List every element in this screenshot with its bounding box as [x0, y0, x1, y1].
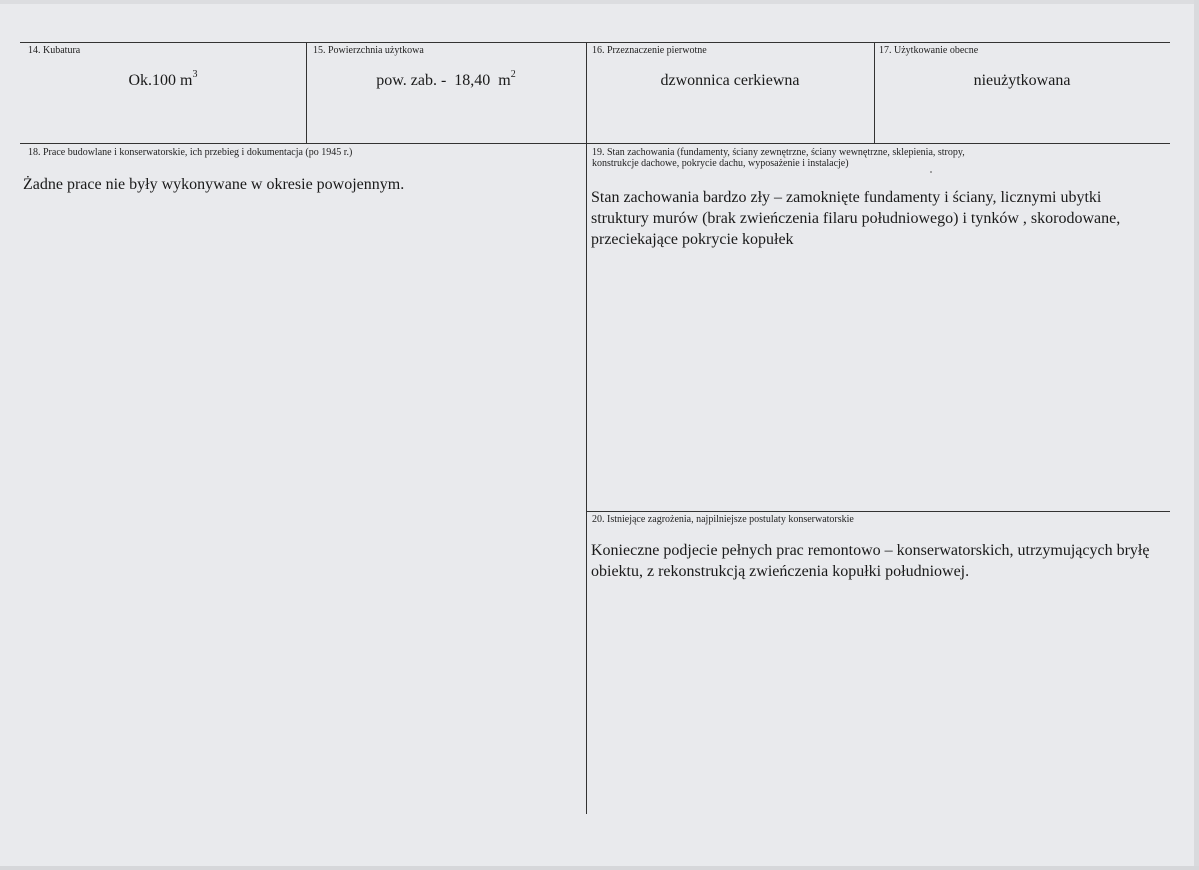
- scan-edge-bottom: [0, 866, 1199, 870]
- field-19-label-line-1: 19. Stan zachowania (fundamenty, ściany zewnętrzne, ściany wewnętrzne, sklepienia, stropy,: [592, 147, 965, 158]
- scan-edge-top: [0, 0, 1199, 4]
- field-20-value: Konieczne podjecie pełnych prac remontowo – konserwatorskich, utrzymujących bryłę obiektu, z rekonstrukcją zwieńczenia kopułki południowej.: [591, 542, 1150, 580]
- field-16-value: dzwonnica cerkiewna: [660, 72, 800, 89]
- field-15-label: 15. Powierzchnia użytkowa: [313, 45, 424, 56]
- scan-speck: [930, 171, 932, 173]
- col-divider-14-15: [306, 42, 307, 143]
- field-15-value-main: pow. zab. - 18,40 m: [376, 72, 511, 89]
- field-17-value: nieużytkowana: [973, 72, 1071, 89]
- field-20-label: 20. Istniejące zagrożenia, najpilniejsze postulaty konserwatorskie: [592, 514, 854, 525]
- field-14-value: [20, 68, 306, 90]
- field-19-value: Stan zachowania bardzo zły – zamoknięte fundamenty i ściany, licznymi ubytki struktury murów (brak zwieńczenia filaru południowego) i tynków , skorodowane, przeciekające pokrycie kopułek: [591, 189, 1121, 248]
- field-19-label-line-2: konstrukcje dachowe, pokrycie dachu, wyposażenie i instalacje): [592, 158, 849, 169]
- scan-edge-right: [1194, 0, 1199, 870]
- field-15-value-sup: 2: [510, 68, 516, 80]
- col-divider-16-17: [874, 42, 875, 143]
- field-15-value: [306, 68, 586, 90]
- row-divider-1: [20, 143, 1170, 144]
- field-14-label: 14. Kubatura: [28, 45, 81, 56]
- field-17-label: 17. Użytkowanie obecne: [879, 45, 979, 56]
- field-18-label: 18. Prace budowlane i konserwatorskie, ich przebieg i dokumentacja (po 1945 r.): [28, 147, 353, 158]
- field-18-value: Żadne prace nie były wykonywane w okresie powojennym.: [23, 176, 405, 193]
- top-rule: [20, 42, 1170, 43]
- field-14-value-sup: 3: [192, 68, 198, 80]
- col-divider-center: [586, 42, 587, 814]
- field-16-label: 16. Przeznaczenie pierwotne: [592, 45, 707, 56]
- row-divider-2: [586, 511, 1170, 512]
- field-14-value-main: Ok.100 m: [128, 72, 193, 89]
